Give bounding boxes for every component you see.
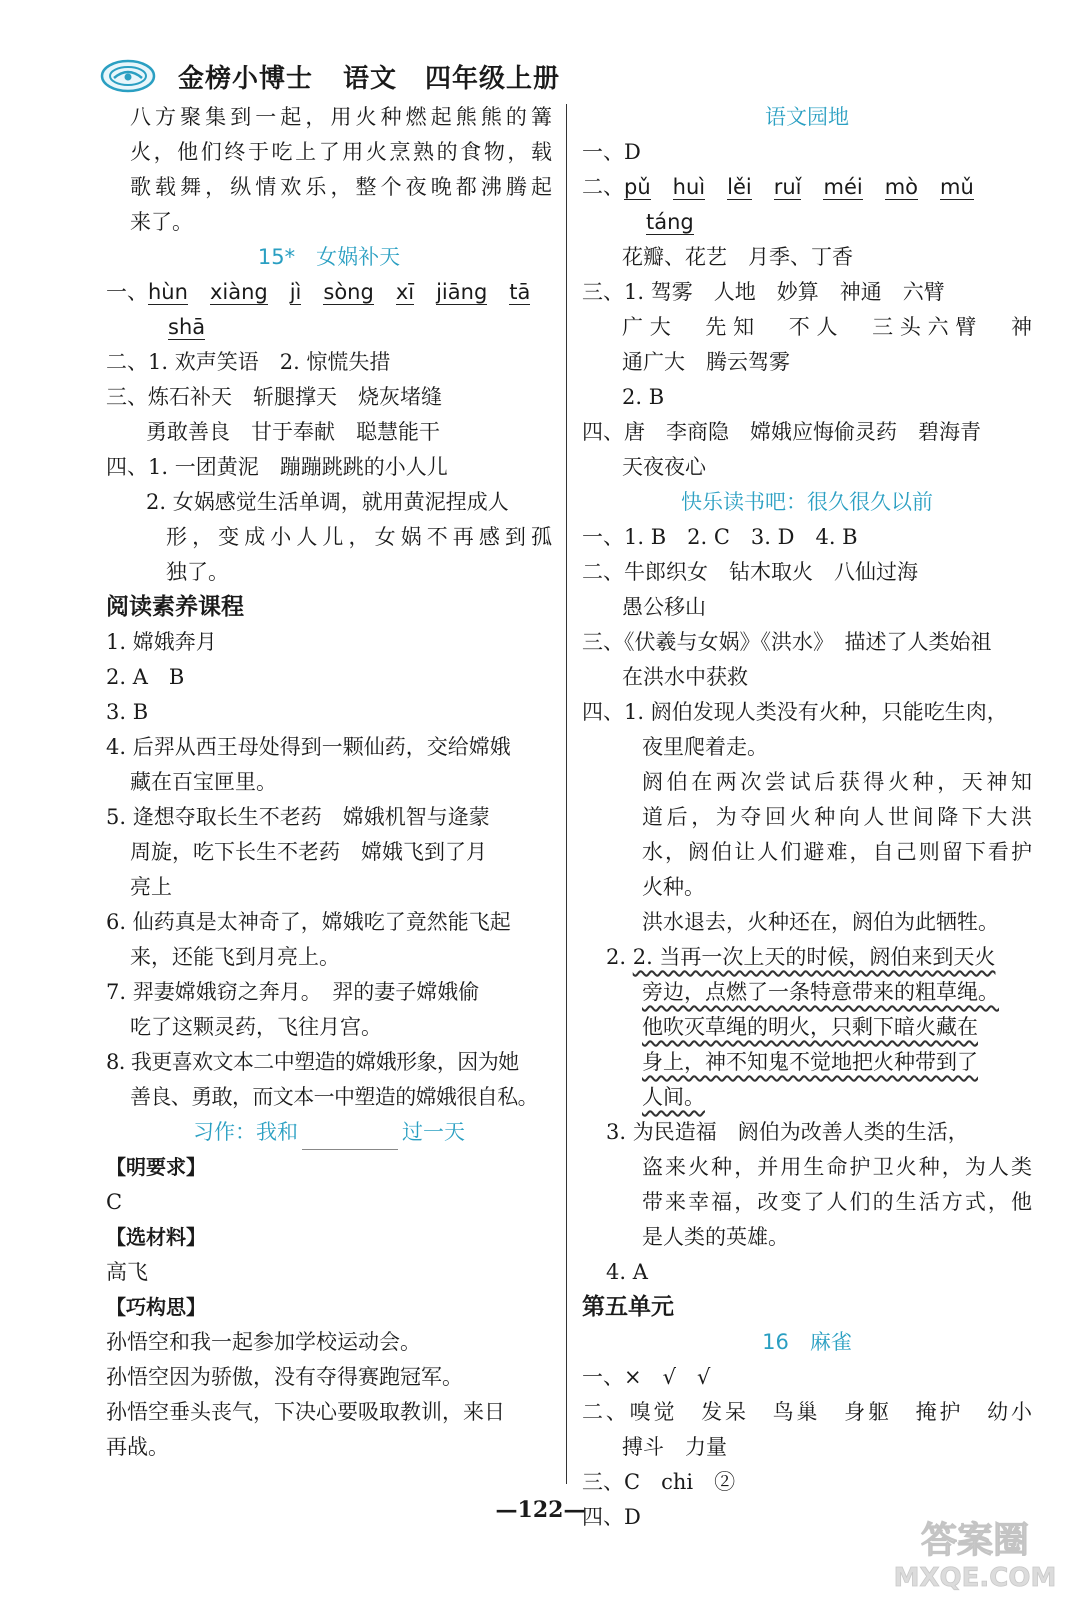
writing-title-part-2: 过一天 [402,1120,465,1144]
pinyin-answer: jiāng [436,280,488,304]
pinyin-row [106,310,552,345]
writing-blank [302,1128,398,1150]
answer-line: 7. 羿妻嫦娥窃之奔月。 羿的妻子嫦娥偷 [106,980,480,1004]
wavy-underlined-text: 他吹灭草绳的明火，只剩下暗火藏在 [642,1015,978,1039]
answer-line: 二、嗅觉 发呆 鸟巢 身躯 掩护 幼小 [582,1400,1032,1424]
answer-line: 形，变成小人儿，女娲不再感到孤 [166,525,552,549]
answer-line: 夜里爬着走。 [642,735,768,759]
chinese-garden-title: 语文园地 [765,105,849,129]
happy-reading-title: 快乐读书吧：很久很久以前 [681,490,933,514]
answer-line: 善良、勇敢，而文本一中塑造的嫦娥很自私。 [130,1085,538,1109]
unit-5-title: 第五单元 [582,1294,674,1320]
pinyin-row [582,205,1032,240]
header-book-name: 金榜小博士 [178,63,314,94]
pinyin-answer: jì [289,280,302,304]
answer-line: 亮上 [130,875,172,899]
answer-line: 3. B [106,700,149,724]
book-logo-icon [100,58,156,94]
answer-line: 再战。 [106,1435,169,1459]
answer-line: 2. A B [106,665,185,689]
right-column [582,100,1032,1535]
writing-title-part-1: 习作：我和 [193,1120,298,1144]
answer-line: 二、牛郎织女 钻木取火 八仙过海 [582,560,918,584]
answer-line: 洪水退去，火种还在，阏伯为此牺牲。 [642,910,999,934]
page-number: —122— [495,1497,586,1523]
answer-line: 二、1. 欢声笑语 2. 惊慌失措 [106,350,391,374]
pinyin-answer: méi [823,175,863,199]
answer-line: 三、C chi ② [582,1470,736,1494]
pinyin-answer: hùn [148,280,188,304]
pinyin-row [582,170,1032,205]
answer-line: 周旋，吃下长生不老药 嫦娥飞到了月 [130,840,487,864]
answer-line: 一、1. B 2. C 3. D 4. B [582,525,858,549]
answer-line: 四、D [582,1505,641,1529]
answer-line: 火种。 [642,875,705,899]
question-number: 一、 [106,280,148,304]
left-column [106,100,552,1465]
wavy-underlined-text: 旁边，点燃了一条特意带来的粗草绳。 [642,980,999,1004]
answer-line: 吃了这颗灵药，飞往月宫。 [130,1015,382,1039]
answer-line: 搏斗 力量 [622,1435,727,1459]
pinyin-row [106,275,552,310]
page-header [100,56,560,96]
answer-line: 在洪水中获救 [622,665,748,689]
answer-line: 花瓣、花艺 月季、丁香 [622,245,853,269]
question-number: 二、 [582,175,624,199]
lesson-16-title: 16 麻雀 [762,1330,852,1354]
answer-line: 藏在百宝匣里。 [130,770,277,794]
answer-line: 5. 逄想夺取长生不老药 嫦娥机智与逄蒙 [106,805,490,829]
watermark-top-text: 答案圈 [920,1520,1030,1561]
answer-line: 四、唐 李商隐 嫦娥应悔偷灵药 碧海青 [582,420,981,444]
answer-line: 1. 嫦娥奔月 [106,630,217,654]
watermark-logo [880,1512,1070,1592]
answer-line: 三、1. 驾雾 人地 妙算 神通 六臂 [582,280,945,304]
answer-line: 通广大 腾云驾雾 [622,350,790,374]
answer-line: 高飞 [106,1260,148,1284]
column-divider [566,104,567,1484]
pinyin-answer: tā [509,280,531,304]
answer-line: 勇敢善良 甘于奉献 聪慧能干 [146,420,440,444]
answer-line: 来，还能飞到月亮上。 [130,945,340,969]
pinyin-answer: ruǐ [773,175,802,199]
answer-line: 2. 女娲感觉生活单调，就用黄泥捏成人 [146,490,509,514]
pinyin-answer: xī [395,280,415,304]
answer-line: 天夜夜心 [622,455,706,479]
answer-line: 水，阏伯让人们避难，自己则留下看护 [642,840,1032,864]
pinyin-answer: mò [884,175,919,199]
lesson-15-title: 15* 女娲补天 [257,245,401,269]
pinyin-answer: sòng [323,280,374,304]
answer-line: 道后，为夺回火种向人世间降下大洪 [642,805,1032,829]
answer-line: C [106,1190,123,1214]
pinyin-answer: lěi [727,175,752,199]
answer-line [582,1010,1032,1045]
intro-line: 歌载舞，纵情欢乐，整个夜晚都沸腾起 [130,175,552,199]
answer-line [582,1080,1032,1115]
intro-line: 火，他们终于吃上了用火烹熟的食物，载 [130,140,552,164]
answer-line: 孙悟空和我一起参加学校运动会。 [106,1330,421,1354]
answer-line: 阏伯在两次尝试后获得火种，天神知 [642,770,1032,794]
reading-section-title: 阅读素养课程 [106,594,244,620]
pinyin-answer: shā [168,315,206,339]
pinyin-answer: xiàng [209,280,268,304]
answer-line: 是人类的英雄。 [642,1225,789,1249]
answer-line: 四、1. 一团黄泥 蹦蹦跳跳的小人儿 [106,455,448,479]
answer-line: 孙悟空因为骄傲，没有夺得赛跑冠军。 [106,1365,463,1389]
answer-line: 孙悟空垂头丧气，下决心要吸取教训，来日 [106,1400,505,1424]
intro-line: 八方聚集到一起，用火种燃起熊熊的篝 [130,105,552,129]
answer-line [582,1045,1032,1080]
pinyin-answer: pǔ [624,175,651,199]
answer-line: 4. A [606,1260,648,1284]
watermark-bottom-text: MXQE.COM [893,1563,1057,1592]
answer-line: 6. 仙药真是太神奇了，嫦娥吃了竟然能飞起 [106,910,511,934]
requirement-heading: 【明要求】 [106,1155,206,1179]
intro-line: 来了。 [130,210,193,234]
wavy-underlined-text: 身上，神不知鬼不觉地把火种带到了 [642,1050,978,1074]
answer-line: 广大 先知 不人 三头六臂 神 [622,315,1032,339]
material-heading: 【选材料】 [106,1225,206,1249]
pinyin-answer: mǔ [940,175,974,199]
answer-line: 愚公移山 [622,595,706,619]
answer-line: 盗来火种，并用生命护卫火种，为人类 [642,1155,1032,1179]
structure-heading: 【巧构思】 [106,1295,206,1319]
answer-line: 一、× √ √ [582,1365,711,1389]
answer-line: 独了。 [166,560,229,584]
answer-line: 三、《伏羲与女娲》《洪水》 描述了人类始祖 [582,630,992,654]
answer-line [582,975,1032,1010]
wavy-underlined-text: 人间。 [642,1085,705,1109]
answer-line: 2. 2. 当再一次上天的时候，阏伯来到天火 [606,945,996,969]
answer-line: 四、1. 阏伯发现人类没有火种，只能吃生肉， [582,700,1008,724]
answer-line: 3. 为民造福 阏伯为改善人类的生活， [606,1120,969,1144]
answer-line: 2. B [622,385,665,409]
answer-line: 一、D [582,140,641,164]
answer-line: 带来幸福，改变了人们的生活方式，他 [642,1190,1032,1214]
answer-line: 8. 我更喜欢文本二中塑造的嫦娥形象，因为她 [106,1050,519,1074]
writing-title [106,1115,552,1150]
wavy-underlined-text: 2. 当再一次上天的时候，阏伯来到天火 [632,945,996,969]
pinyin-answer: huì [672,175,706,199]
pinyin-answer: táng [646,210,694,234]
answer-line: 4. 后羿从西王母处得到一颗仙药，交给嫦娥 [106,735,511,759]
answer-line: 三、炼石补天 斩腿撑天 烧灰堵缝 [106,385,442,409]
header-grade: 四年级上册 [425,63,561,94]
header-subject: 语文 [343,63,398,94]
